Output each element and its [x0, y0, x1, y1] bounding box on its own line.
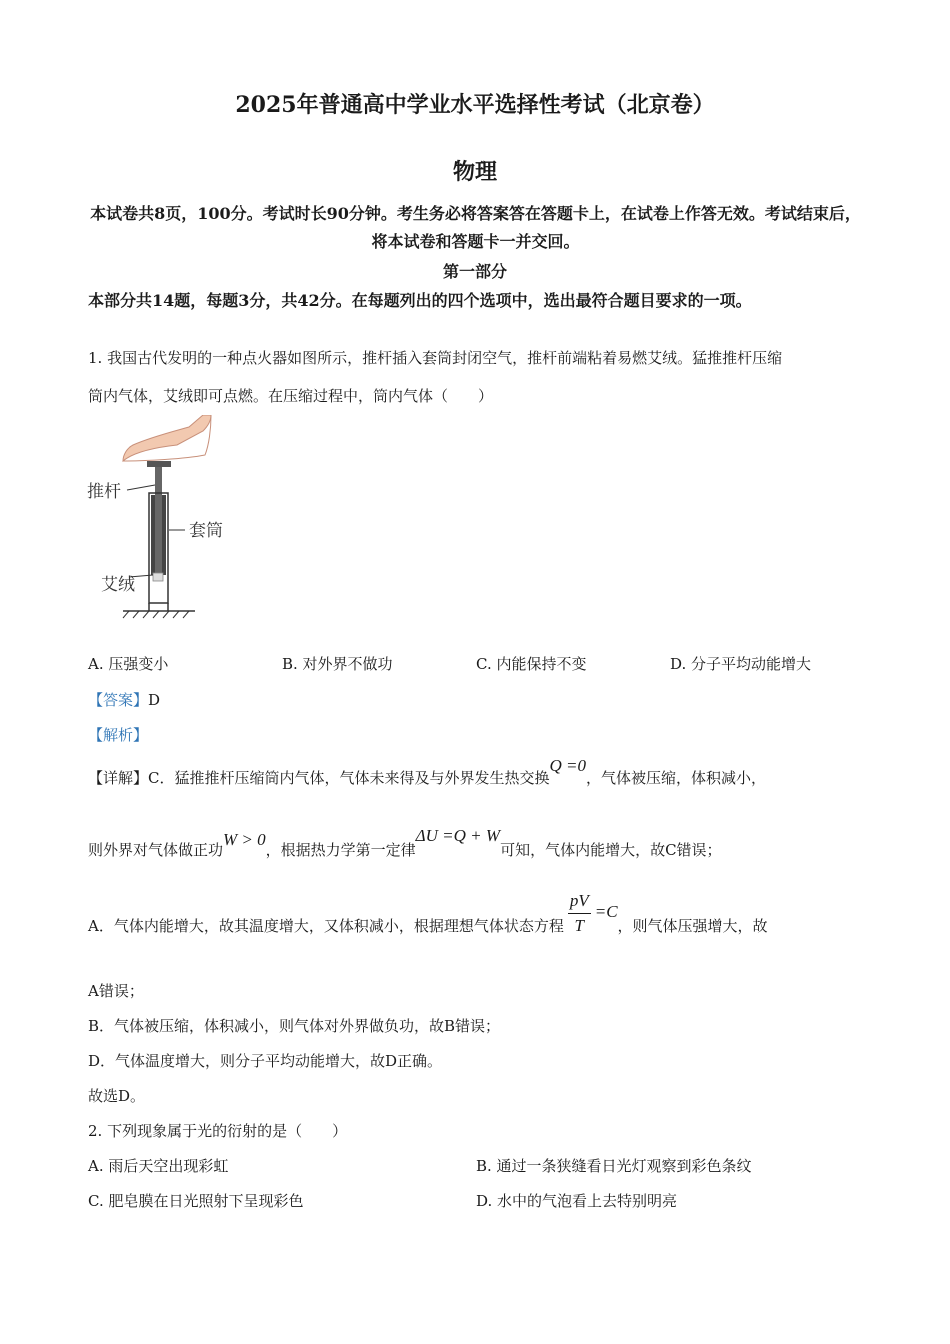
q2-option-d: D. 水中的气泡看上去特别明亮	[476, 1192, 678, 1210]
math-first-law: ΔU =Q + W	[415, 826, 501, 845]
detail-text: ，则气体压强增大，故	[617, 917, 768, 935]
q1-detail-line3	[88, 888, 868, 964]
math-q-zero: Q =0	[549, 756, 586, 775]
q1-stem-line2: 筒内气体，艾绒即可点燃。在压缩过程中，筒内气体（ ）	[88, 387, 494, 405]
q1-option-d: D. 分子平均动能增大	[670, 655, 812, 673]
frac-denominator: T	[574, 915, 585, 935]
math-w-positive: W > 0	[223, 830, 266, 849]
q1-detail-line2	[88, 826, 868, 870]
label-moxa: 艾绒	[101, 575, 135, 595]
q2-option-a: A. 雨后天空出现彩虹	[88, 1157, 229, 1175]
q2-option-c: C. 肥皂膜在日光照射下呈现彩色	[88, 1192, 304, 1210]
part-title: 第一部分	[442, 262, 507, 281]
q1-option-a: A. 压强变小	[88, 655, 169, 673]
rod	[155, 467, 162, 575]
math-gas-fraction	[568, 889, 591, 938]
q1-detail-line4: A错误；	[88, 982, 144, 1000]
detail-text: C．猛推推杆压缩筒内气体，气体未来得及与外界发生热交换	[148, 769, 550, 787]
hand-shape	[123, 415, 211, 461]
q1-detail-line7: 故选D。	[88, 1087, 146, 1105]
answer-value: D	[148, 691, 161, 709]
q1-detail-line6: D．气体温度增大，则分子平均动能增大，故D正确。	[88, 1052, 443, 1070]
exam-instructions: 本试卷共8页，100分。考试时长90分钟。考生务必将答案答在答题卡上，在试卷上作答无效。考试结束后，将本试卷和答题卡一并交回。	[90, 204, 861, 251]
q1-option-b: B. 对外界不做功	[282, 655, 393, 673]
detail-text: ，气体被压缩，体积减小，	[586, 769, 767, 787]
q1-stem-line1: 1. 我国古代发明的一种点火器如图所示，推杆插入套筒封闭空气，推杆前端粘着易燃艾绒。猛推推杆压缩	[88, 349, 783, 367]
label-rod: 推杆	[87, 482, 121, 502]
q1-detail-line1	[88, 758, 868, 798]
frac-numerator: pV	[568, 889, 591, 914]
detail-text: 则外界对气体做正功	[88, 841, 224, 859]
exam-title: 2025年普通高中学业水平选择性考试（北京卷）	[235, 92, 715, 118]
q1-figure	[85, 415, 245, 620]
detail-text: 可知，气体内能增大，故C错误；	[500, 841, 722, 859]
q1-option-c: C. 内能保持不变	[476, 655, 587, 673]
rod-cap	[147, 461, 171, 467]
label-sleeve: 套筒	[189, 521, 223, 541]
q1-analysis-tag: 【解析】	[88, 726, 149, 744]
q2-option-b: B. 通过一条狭缝看日光灯观察到彩色条纹	[476, 1157, 752, 1175]
subject-title: 物理	[452, 159, 497, 185]
detail-text: A．气体内能增大，故其温度增大，又体积减小，根据理想气体状态方程	[88, 917, 564, 935]
moxa	[153, 573, 163, 581]
q2-stem: 2. 下列现象属于光的衍射的是（ ）	[88, 1122, 348, 1140]
frac-rhs: =C	[594, 902, 618, 921]
detail-tag: 【详解】	[88, 769, 149, 787]
answer-tag: 【答案】	[88, 691, 149, 709]
detail-text: ，根据热力学第一定律	[265, 841, 416, 859]
q1-answer	[88, 689, 160, 710]
part-description: 本部分共14题，每题3分，共42分。在每题列出的四个选项中，选出最符合题目要求的一项。	[88, 291, 752, 310]
q1-detail-line5: B．气体被压缩，体积减小，则气体对外界做负功，故B错误；	[88, 1017, 501, 1035]
